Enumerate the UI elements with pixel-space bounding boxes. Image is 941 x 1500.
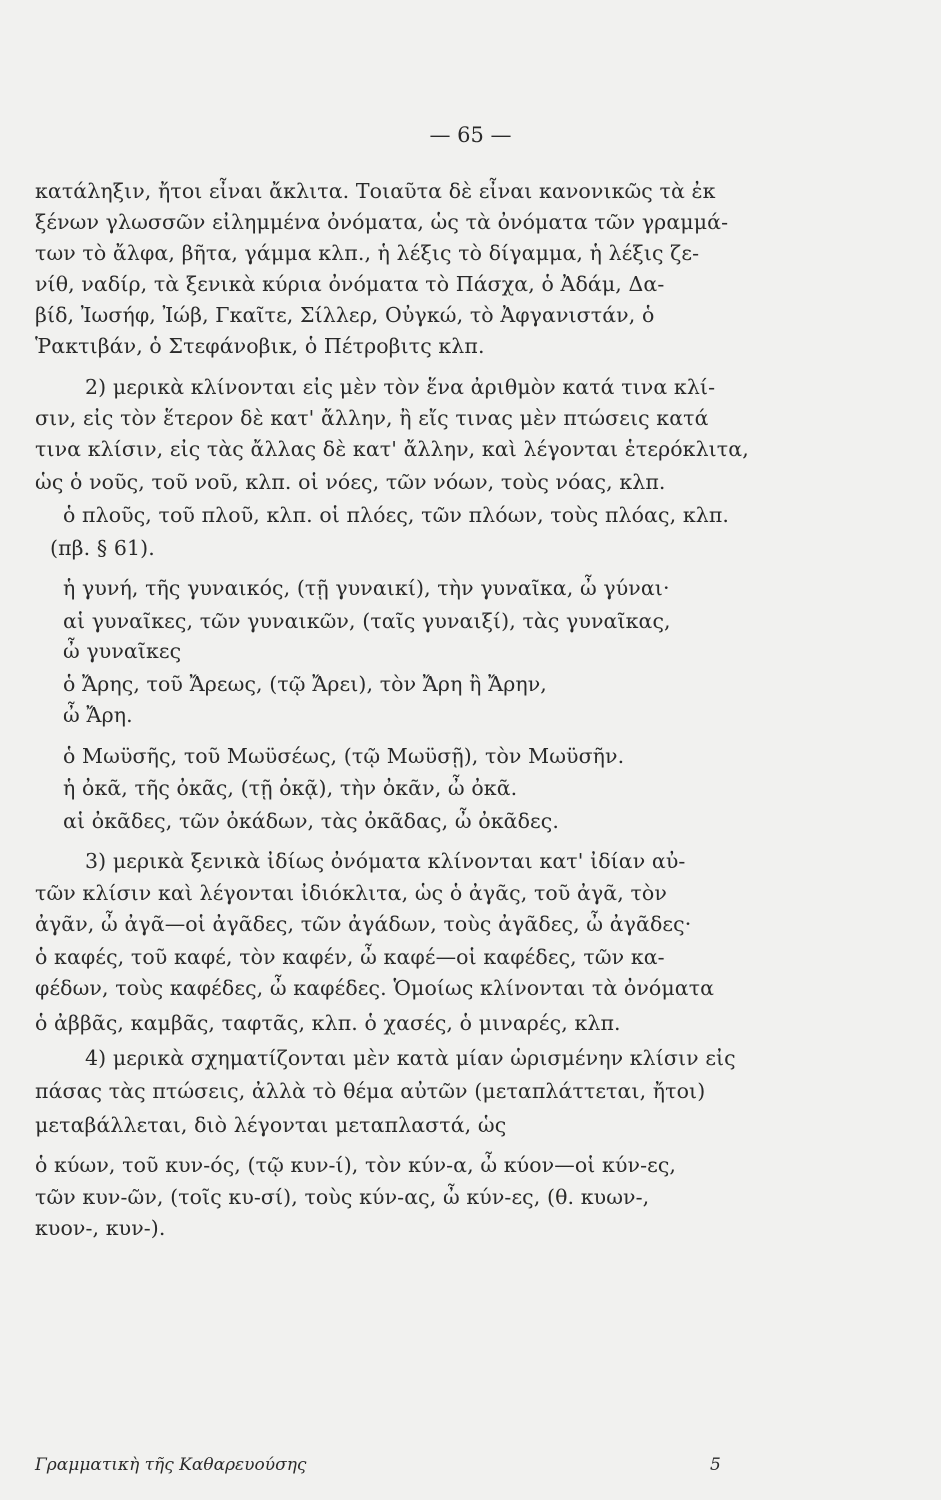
- text-line-28: πάσας τὰς πτώσεις, ἀλλὰ τὸ θέμα αὐτῶν (μεταπλάττεται, ἤτοι): [35, 1079, 706, 1103]
- text-line-24: ὁ καφές, τοῦ καφέ, τὸν καφέν, ὦ καφέ—οἱ καφέδες, τῶν κα-: [35, 945, 665, 969]
- text-line-20: αἱ ὀκᾶδες, τῶν ὀκάδων, τὰς ὀκᾶδας, ὦ ὀκᾶδες.: [63, 809, 559, 833]
- text-line-12: (πβ. § 61).: [50, 536, 155, 560]
- text-line-23: ἀγᾶν, ὦ ἀγᾶ—οἱ ἀγᾶδες, τῶν ἀγάδων, τοὺς ἀγᾶδες, ὦ ἀγᾶδες·: [35, 912, 692, 936]
- footer-book-title: Γραμματικὴ τῆς Καθαρευούσης: [35, 1455, 307, 1475]
- text-line-32: κυον-, κυν-).: [35, 1216, 166, 1240]
- text-line-4: νίθ, ναδίρ, τὰ ξενικὰ κύρια ὀνόματα τὸ Πάσχα, ὁ Ἀδάμ, Δα-: [35, 272, 665, 296]
- text-line-8: σιν, εἰς τὸν ἕτερον δὲ κατ' ἄλλην, ἢ εἴς τινας μὲν πτώσεις κατά: [35, 406, 709, 430]
- text-line-14: αἱ γυναῖκες, τῶν γυναικῶν, (ταῖς γυναιξί), τὰς γυναῖκας,: [63, 609, 671, 633]
- text-line-16: ὁ Ἄρης, τοῦ Ἄρεως, (τῷ Ἄρει), τὸν Ἄρη ἢ Ἄρην,: [63, 672, 547, 696]
- text-line-3: των τὸ ἄλφα, βῆτα, γάμμα κλπ., ἡ λέξις τὸ δίγαμμα, ἡ λέξις ζε-: [35, 241, 700, 265]
- page-number: — 65 —: [429, 123, 512, 147]
- text-line-30: ὁ κύων, τοῦ κυν-ός, (τῷ κυν-ί), τὸν κύν-α, ὦ κύον—οἱ κύν-ες,: [35, 1153, 677, 1177]
- text-line-22: τῶν κλίσιν καὶ λέγονται ἰδιόκλιτα, ὡς ὁ ἀγᾶς, τοῦ ἀγᾶ, τὸν: [35, 881, 667, 905]
- text-line-9: τινα κλίσιν, εἰς τὰς ἄλλας δὲ κατ' ἄλλην, καὶ λέγονται ἑτερόκλιτα,: [35, 437, 749, 461]
- text-line-1: κατάληξιν, ἤτοι εἶναι ἄκλιτα. Τοιαῦτα δὲ εἶναι κανονικῶς τὰ ἐκ: [35, 179, 716, 203]
- text-line-19: ἡ ὀκᾶ, τῆς ὀκᾶς, (τῇ ὀκᾷ), τὴν ὀκᾶν, ὦ ὀκᾶ.: [63, 776, 518, 800]
- text-line-7: 2) μερικὰ κλίνονται εἰς μὲν τὸν ἕνα ἀριθμὸν κατά τινα κλί-: [85, 375, 716, 399]
- text-line-5: βίδ, Ἰωσήφ, Ἰώβ, Γκαῖτε, Σίλλερ, Οὐγκώ, τὸ Ἀφγανιστάν, ὁ: [35, 303, 655, 327]
- text-line-13: ἡ γυνή, τῆς γυναικός, (τῇ γυναικί), τὴν γυναῖκα, ὦ γύναι·: [63, 576, 670, 600]
- text-line-15: ὦ γυναῖκες: [63, 639, 182, 663]
- text-line-10: ὡς ὁ νοῦς, τοῦ νοῦ, κλπ. οἱ νόες, τῶν νόων, τοὺς νόας, κλπ.: [35, 470, 666, 494]
- footer-signature: 5: [710, 1455, 721, 1475]
- text-line-27: 4) μερικὰ σχηματίζονται μὲν κατὰ μίαν ὡρισμένην κλίσιν εἰς: [85, 1046, 736, 1070]
- text-line-2: ξένων γλωσσῶν εἰλημμένα ὀνόματα, ὡς τὰ ὀνόματα τῶν γραμμά-: [35, 210, 729, 234]
- text-line-31: τῶν κυν-ῶν, (τοῖς κυ-σί), τοὺς κύν-ας, ὦ κύν-ες, (θ. κυων-,: [35, 1185, 650, 1209]
- text-line-17: ὦ Ἄρη.: [63, 703, 133, 727]
- text-line-18: ὁ Μωϋσῆς, τοῦ Μωϋσέως, (τῷ Μωϋσῇ), τὸν Μωϋσῆν.: [63, 744, 625, 768]
- text-line-29: μεταβάλλεται, διὸ λέγονται μεταπλαστά, ὡς: [35, 1113, 507, 1137]
- text-line-11: ὁ πλοῦς, τοῦ πλοῦ, κλπ. οἱ πλόες, τῶν πλόων, τοὺς πλόας, κλπ.: [63, 503, 730, 527]
- text-line-25: φέδων, τοὺς καφέδες, ὦ καφέδες. Ὁμοίως κλίνονται τὰ ὀνόματα: [35, 976, 715, 1000]
- text-line-6: Ῥακτιβάν, ὁ Στεφάνοβικ, ὁ Πέτροβιτς κλπ.: [35, 334, 485, 358]
- text-line-26: ὁ ἀββᾶς, καμβᾶς, ταφτᾶς, κλπ. ὁ χασές, ὁ μιναρές, κλπ.: [35, 1011, 621, 1035]
- text-line-21: 3) μερικὰ ξενικὰ ἰδίως ὀνόματα κλίνονται κατ' ἰδίαν αὐ-: [85, 849, 686, 873]
